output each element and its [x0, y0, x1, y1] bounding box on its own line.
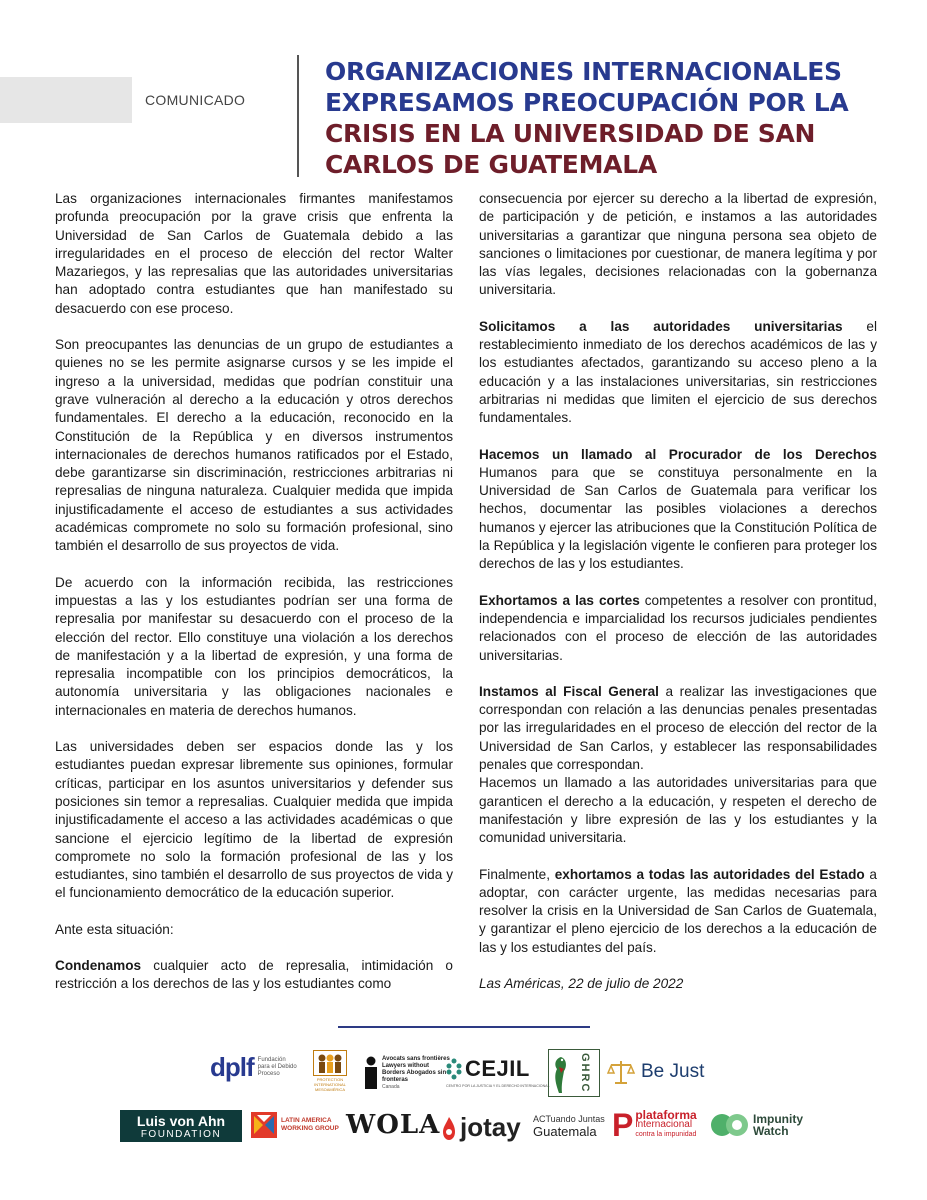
paragraph: Solicitamos a las autoridades universitarias el restablecimiento inmediato de los derechos académicos de las y los estudiantes afectados, garantizando su acceso pleno a la educación y a las instalaciones universitarias, sin restricciones arbitrarias ni medidas que limiten el ejercicio de sus derechos fundamentales.	[479, 318, 877, 426]
paragraph: consecuencia por ejercer su derecho a la libertad de expresión, de participación y de petición, e instamos a las autoridades universitarias a garantizar que ninguna persona sea objeto de sanciones o limitaciones por cuestionar, de manera legítima y por las vías legales, decisiones relacionadas con la gobernanza universitaria.	[479, 191, 877, 298]
right-column	[479, 190, 877, 1011]
impunity-watch-logo: Impunity Watch	[710, 1113, 803, 1137]
quetzal-bird-icon	[549, 1051, 573, 1095]
bold-lead: Solicitamos a las autoridades universitarias	[479, 318, 843, 334]
plataforma-logo: P plataforma internacional contra la impunidad	[612, 1107, 697, 1143]
document-label: COMUNICADO	[145, 92, 246, 108]
paragraph: Finalmente, exhortamos a todas las autoridades del Estado a adoptar, con carácter urgente, las medidas necesarias para resolver la crisis en la Universidad de San Carlos de Guatemala, y garantizar el pleno ejercicio de los derechos a la educación de las y los estudiantes del país.	[479, 866, 877, 955]
bold-lead: Hacemos un llamado al Procurador de los Derechos	[479, 446, 877, 462]
paragraph: Las organizaciones internacionales firmantes manifestamos profunda preocupación por la grave crisis que enfrenta la Universidad de San Carlos de Guatemala debido a las irregularidades en el proceso de elección del rector Walter Mazariegos, y las represalias que las autoridades universitarias han adoptado contra estudiantes que han manifestado su desacuerdo con ese proceso.	[55, 191, 453, 316]
title-line-2: EXPRESAMOS PREOCUPACIÓN POR LA	[325, 88, 849, 117]
luis-von-ahn-logo: Luis von Ahn FOUNDATION	[120, 1110, 242, 1142]
left-column	[55, 190, 453, 994]
lawg-mark-icon	[251, 1112, 277, 1138]
paragraph: Hacemos un llamado al Procurador de los Derechos Humanos para que se constituya personalmente en la Universidad de San Carlos de Guatemala para verificar los hechos, documentar las posibles violaciones a derechos humanos y ejercer las atribuciones que la Constitución Política de la República y la legislación vigente le confieren para proteger los derechos de las y los estudiantes.	[479, 446, 877, 572]
scales-icon	[607, 1058, 635, 1086]
document-title	[325, 56, 895, 180]
actuando-juntas-logo: ACTuando Juntas Guatemala	[533, 1114, 605, 1139]
title-line-4: CARLOS DE GUATEMALA	[325, 150, 657, 179]
title-line-3: CRISIS EN LA UNIVERSIDAD DE SAN	[325, 119, 816, 148]
bold-lead: Instamos al Fiscal General	[479, 683, 659, 699]
paragraph: Hacemos un llamado a las autoridades universitarias para que garanticen el derecho a la educación, y respeten el derecho de manifestación y libre expresión de las y los estudiantes y la comunidad universitaria.	[479, 775, 877, 846]
paragraph: Instamos al Fiscal General a realizar las investigaciones que correspondan con relación a las denuncias penales presentadas por las irregularidades en el proceso de elección del rector de la Universidad de San Carlos, y establecer las responsabilidades penales que correspondan.	[479, 683, 877, 773]
ghrc-logo: GHRC	[548, 1049, 600, 1097]
cejil-logo: CEJIL CENTRO POR LA JUSTICIA Y EL DERECHO INTERNACIONAL	[446, 1056, 550, 1088]
cejil-dots-icon	[446, 1058, 462, 1080]
wola-logo: WOLA	[346, 1110, 441, 1140]
be-just-logo: Be Just	[607, 1058, 704, 1086]
logo-separator	[338, 1026, 590, 1028]
impunity-watch-mark-icon	[710, 1113, 750, 1137]
paragraph: Las universidades deben ser espacios donde las y los estudiantes puedan expresar libremente sus opiniones, formular críticas, participar en los asuntos universitarios y defender sus posiciones sin temor a represalias. Cualquier medida que impida injustificadamente el acceso a las actividades académicas o que sancione el ejercicio legítimo de la libertad de expresión compromete no solo la formación profesional de las y los estudiantes, sino también el desarrollo de sus proyectos de vida y el funcionamiento democrático de la educación superior.	[55, 739, 453, 901]
protection-international-logo: PROTECTION INTERNATIONAL MESOAMÉRICA	[312, 1050, 348, 1092]
bold-lead: exhortamos a todas las autoridades del Estado	[554, 866, 865, 882]
paragraph: De acuerdo con la información recibida, las restricciones impuestas a las y los estudiantes podrían ser una forma de represalia por manifestar su desacuerdo con el proceso de la elección del rector. Ello constituye una violación a los derechos de manifestación y a la libertad de expresión, y una forma de represalia incompatible con los principios democráticos, la autonomía universitaria y las obligaciones nacionales e internacionales en materia de derechos humanos.	[55, 574, 453, 718]
jotay-flame-icon	[441, 1115, 457, 1141]
paragraph: Ante esta situación:	[55, 921, 174, 937]
paragraph: Condenamos cualquier acto de represalia, intimidación o restricción a los derechos de las y los estudiantes como	[55, 957, 453, 992]
bold-lead: Condenamos	[55, 957, 142, 973]
paragraph: Son preocupantes las denuncias de un grupo de estudiantes a quienes no se les permite asignarse cursos y se les impide el ingreso a la universidad, medidas que podrían constituir una grave vulneración al derecho a la educación y otros derechos fundamentales. El derecho a la educación, reconocido en la Constitución de la República y en diversos instrumentos internacionales de derechos humanos ratificados por el Estado, debe garantizarse sin discriminación, restricciones arbitrarias ni represalias de ninguna naturaleza. Cualquier medida que impida injustificadamente el acceso de estudiantes a sus actividades académicas compromete no solo su formación profesional, sino también el desarrollo de sus proyectos de vida.	[55, 337, 453, 554]
signature-date: Las Américas, 22 de julio de 2022	[479, 975, 684, 991]
asf-figure-icon	[364, 1056, 378, 1090]
lawg-logo: LATIN AMERICA WORKING GROUP	[251, 1112, 341, 1138]
people-icon	[313, 1050, 347, 1076]
header-divider	[297, 55, 299, 177]
header-gray-block	[0, 77, 132, 123]
title-line-1: ORGANIZACIONES INTERNACIONALES	[325, 57, 842, 86]
paragraph: Exhortamos a las cortes competentes a resolver con prontitud, independencia e imparcialidad los recursos judiciales pendientes relacionados con el proceso de elección de las autoridades universitarias.	[479, 592, 877, 663]
jotay-logo: jotay	[441, 1112, 521, 1143]
bold-lead: Exhortamos a las cortes	[479, 592, 640, 608]
asf-logo: Avocats sans frontières Lawyers without Borders Abogados sin fronteras Canada	[364, 1056, 452, 1090]
dplf-logo: dplf Fundación para el Debido Proceso	[210, 1052, 297, 1082]
